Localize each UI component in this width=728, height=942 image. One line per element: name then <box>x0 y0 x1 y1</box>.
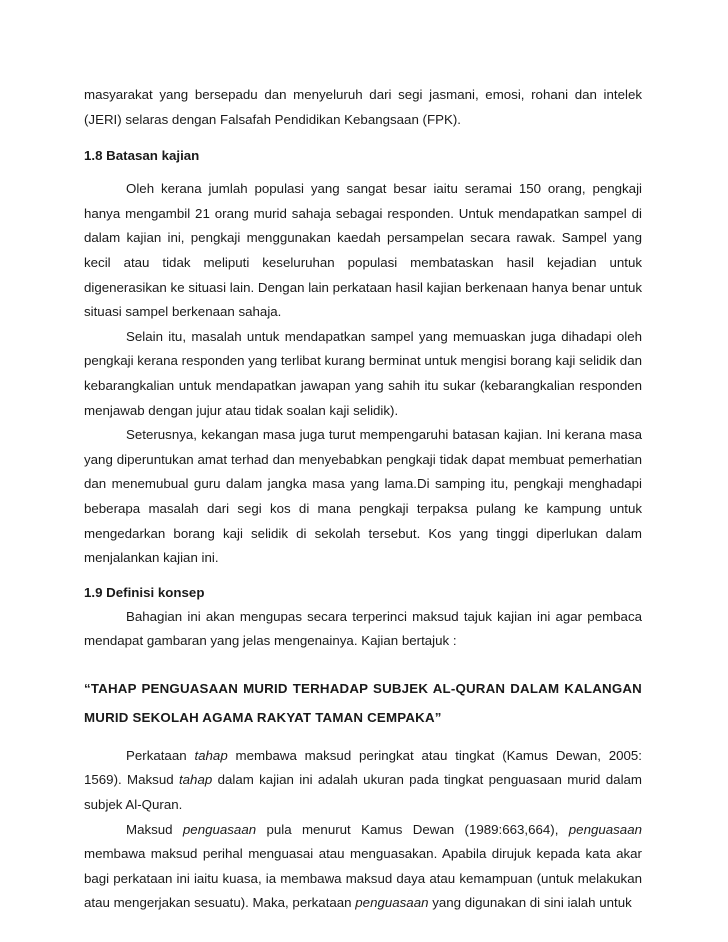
italic-term: tahap <box>178 772 213 788</box>
text-run: membawa maksud peringkat atau tingkat (Kamus Dewan, 2005: 1569). Maksud <box>84 747 642 788</box>
text-run: dalam kajian ini adalah ukuran pada tingkat penguasaan murid dalam subjek Al-Quran. <box>84 772 643 813</box>
italic-term: tahap <box>194 747 228 763</box>
paragraph-batasan-2: Selain itu, masalah untuk mendapatkan sampel yang memuaskan juga dihadapi oleh pengkaji kerana responden yang terlibat kurang berminat untuk mengisi borang kaji selidik dan kebarangkalian untuk mendapatkan jawapan yang sahih itu sukar (kebarangkalian responden menjawab dengan jujur atau tidak soalan kaji selidik). <box>84 328 642 418</box>
paragraph-batasan-1: Oleh kerana jumlah populasi yang sangat besar iaitu seramai 150 orang, pengkaji hanya mengambil 21 orang murid sahaja sebagai responden. Untuk mendapatkan sampel di dalam kajian ini, pengkaji menggunakan kaedah persampelan secara rawak. Sampel yang kecil atau tidak meliputi keseluruhan populasi membataskan hasil kejadian untuk digenerasikan ke situasi lain. Dengan lain perkataan hasil kajian berkenaan hanya benar untuk situasi sampel berkenaan sahaja. <box>84 181 642 320</box>
text-run: Maksud <box>126 821 183 837</box>
italic-term: penguasaan <box>568 821 642 837</box>
text-run: yang digunakan di sini ialah untuk <box>428 895 632 911</box>
text-run: pula menurut Kamus Dewan (1989:663,664), <box>256 821 569 837</box>
paragraph-definisi-1: Bahagian ini akan mengupas secara terperinci maksud tajuk kajian ini agar pembaca mendapat gambaran yang jelas mengenainya. Kajian bertajuk : <box>84 608 642 649</box>
paragraph-tahap <box>84 744 642 818</box>
text-run: Perkataan <box>126 747 195 763</box>
text-run: membawa maksud perihal menguasai atau menguasakan. Apabila dirujuk kepada kata akar bagi perkataan ini iaitu kuasa, ia membawa maksud daya atau kemampuan (untuk melakukan atau mengerjakan sesuatu). Maka, perkataan <box>84 846 642 911</box>
paragraph-penguasaan <box>84 818 642 916</box>
intro-paragraph: masyarakat yang bersepadu dan menyeluruh dari segi jasmani, emosi, rohani dan intelek (JERI) selaras dengan Falsafah Pendidikan Kebangsaan (FPK). <box>84 87 642 127</box>
italic-term: penguasaan <box>182 821 257 837</box>
study-title-quote: “TAHAP PENGUASAAN MURID TERHADAP SUBJEK AL-QURAN DALAM KALANGAN MURID SEKOLAH AGAMA RAKYAT TAMAN CEMPAKA” <box>84 680 642 725</box>
paragraph-batasan-3: Seterusnya, kekangan masa juga turut mempengaruhi batasan kajian. Ini kerana masa yang diperuntukan amat terhad dan menyebabkan pengkaji tidak dapat membuat pemerhatian dan menemubual guru dalam jangka masa yang lama.Di samping itu, pengkaji menghadapi beberapa masalah dari segi kos di mana pengkaji terpaksa pulang ke kampung untuk mengedarkan borang kaji selidik di sekolah tersebut. Kos yang tinggi diperlukan dalam menjalankan kajian ini. <box>84 427 642 566</box>
section-heading-definisi-konsep: 1.9 Definisi konsep <box>84 584 205 600</box>
italic-term: penguasaan <box>355 895 429 911</box>
section-heading-batasan-kajian: 1.8 Batasan kajian <box>84 148 200 164</box>
